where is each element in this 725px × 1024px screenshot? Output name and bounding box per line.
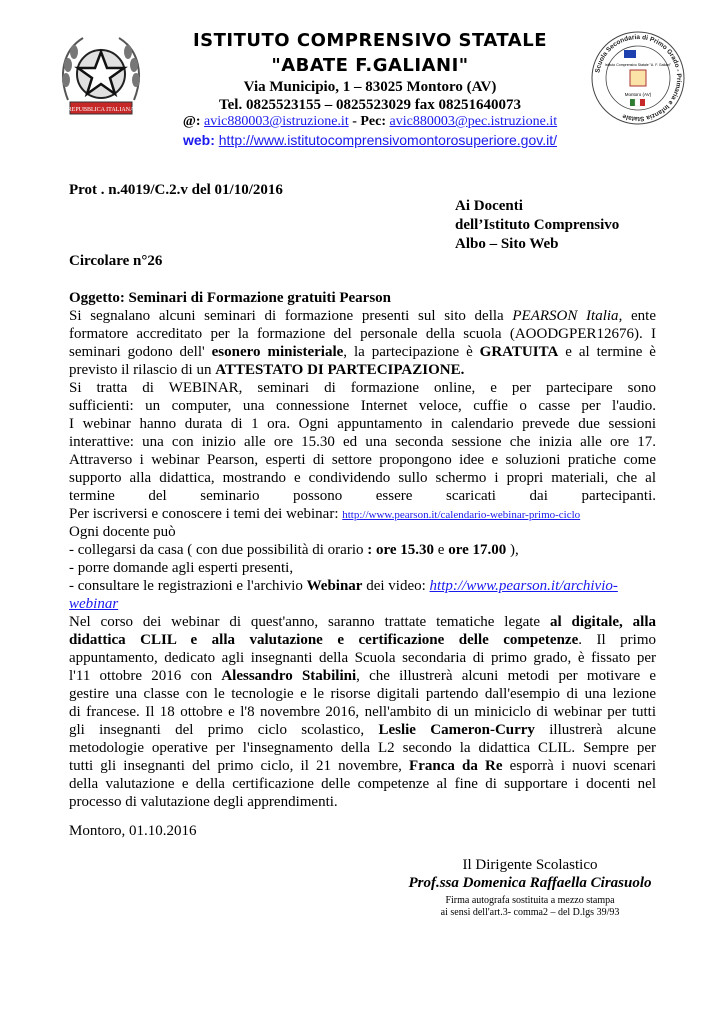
school-address: Via Municipio, 1 – 83025 Montoro (AV) — [243, 79, 497, 95]
seal-ring-text: Scuola Secondaria di Primo Grado - Primaria e Infanzia Statale — [594, 33, 683, 123]
body-line: I webinar hanno durata di 1 ora. Ogni appuntamento in calendario prevede due sessioni — [69, 416, 656, 432]
each-teacher-line: Ogni docente può — [69, 524, 176, 540]
body-line: seminari godono dell' esonero ministeriale, la partecipazione è GRATUITA e al termine è — [69, 344, 656, 360]
body-line: sufficienti: un computer, una connessione Internet veloce, cuffie o casse per l'audio. — [69, 398, 656, 414]
pec-label: - Pec: — [352, 114, 387, 129]
calendar-link[interactable]: http://www.pearson.it/calendario-webinar-primo-ciclo — [342, 509, 581, 521]
subject-line: Oggetto: Seminari di Formazione gratuiti Pearson — [69, 290, 392, 306]
bullet-item: - collegarsi da casa ( con due possibilità di orario : ore 15.30 e ore 17.00 ), — [69, 542, 519, 558]
place-date: Montoro, 01.10.2016 — [69, 823, 197, 839]
body-line: previsto il rilascio di un ATTESTATO DI PARTECIPAZIONE. — [69, 362, 465, 378]
school-phones: Tel. 0825523155 – 0825523029 fax 08251640073 — [219, 97, 521, 113]
body-line: interattive: una con inizio alle ore 15.30 ed una seconda sessione che inizia alle ore 17. — [69, 434, 656, 450]
protocol-number: Prot . n.4019/C.2.v del 01/10/2016 — [69, 182, 283, 198]
school-contacts — [140, 114, 600, 130]
body-line: Nel corso dei webinar di quest'anno, saranno trattate tematiche legate al digitale, alla — [69, 614, 657, 630]
body-line: processo di valutazione degli apprendimenti. — [69, 794, 338, 810]
recipient-3: Albo – Sito Web — [455, 236, 559, 252]
emblem-text: REPUBBLICA ITALIANA — [67, 107, 135, 113]
email-link[interactable]: avic880003@istruzione.it — [204, 114, 349, 129]
seal-inner-text: Istituto Comprensivo Statale "A. F. Galiani" — [604, 63, 672, 67]
body-line: Attraverso i webinar Pearson, esperti di settore propongono idee e soluzioni pratiche come — [69, 452, 656, 468]
bullet-item: - consultare le registrazioni e l'archivio Webinar dei video: http://www.pearson.it/archivio- — [69, 578, 618, 594]
body-line: della valutazione e della certificazione delle competenze al fine di supportare i docenti nel — [69, 776, 656, 792]
recipient-2: dell’Istituto Comprensivo — [455, 217, 620, 233]
archive-link-tail[interactable]: webinar — [69, 596, 119, 612]
register-line: Per iscriversi e conoscere i temi dei webinar: http://www.pearson.it/calendario-webinar-primo-ciclo — [69, 506, 581, 522]
web-label: web: — [182, 132, 215, 148]
archive-link[interactable]: http://www.pearson.it/archivio- — [429, 578, 618, 594]
body-line: didattica CLIL e alla valutazione e certificazione delle competenze. Il primo — [69, 632, 656, 648]
body-line: Si tratta di WEBINAR, seminari di formazione online, e per partecipare sono — [69, 380, 656, 396]
seal-town-text: Montoro (AV) — [624, 92, 652, 97]
signature-name: Prof.ssa Domenica Raffaella Cirasuolo — [408, 875, 652, 891]
email-label: @: — [182, 114, 201, 129]
circular-number: Circolare n°26 — [69, 253, 163, 269]
body-line: gli insegnanti del primo ciclo scolastico, Leslie Cameron-Curry illustrerà alcune — [69, 722, 656, 738]
body-line: Si segnalano alcuni seminari di formazione presenti sul sito della PEARSON Italia, ente — [69, 308, 656, 324]
signature-note-1: Firma autografa sostituita a mezzo stampa — [445, 895, 615, 906]
republic-emblem-icon — [58, 30, 144, 120]
body-line: termine del seminario possono essere scaricati dai partecipanti. — [69, 488, 656, 504]
school-name: ISTITUTO COMPRENSIVO STATALE — [192, 30, 547, 51]
body-line: gestire una classe con le tecnologie e le risorse digitali partendo dall'esempio di una lezione — [69, 686, 656, 702]
bullet-item: - porre domande agli esperti presenti, — [69, 560, 294, 576]
signature-role: Il Dirigente Scolastico — [462, 857, 598, 873]
web-link[interactable]: http://www.istitutocomprensivomontorosuperiore.gov.it/ — [218, 132, 557, 148]
pec-link[interactable]: avic880003@pec.istruzione.it — [389, 114, 558, 129]
school-seal-icon — [590, 30, 686, 126]
school-website — [140, 132, 600, 148]
recipient-1: Ai Docenti — [455, 198, 523, 214]
archive-link-continued — [69, 595, 656, 613]
body-line: tutti gli insegnanti del primo ciclo, il 21 novembre, Franca da Re esporrà i nuovi scenari — [69, 758, 656, 774]
body-line: di francese. Il 18 ottobre e l'8 novembre 2016, nell'ambito di un miniciclo di webinar per tutti — [69, 704, 656, 720]
body-line: l'11 ottobre 2016 con Alessandro Stabilini, che illustrerà alcuni metodi per motivare e — [69, 668, 657, 684]
school-dedication: "ABATE F.GALIANI" — [271, 55, 469, 76]
body-line: formatore accreditato per la formazione del personale della scuola (AOODGPER12676). I — [69, 326, 656, 342]
signature-note-2: ai sensi dell'art.3- comma2 – del D.lgs 39/93 — [440, 907, 620, 918]
body-line: appuntamento, dedicato agli insegnanti della Scuola secondaria di primo grado, è fissato per — [69, 650, 656, 666]
body-line: metodologie operative per l'insegnamento della L2 secondo la didattica CLIL. Sempre per — [69, 740, 656, 756]
body-line: supporto alla didattica, mostrando e condividendo sullo schermo i propri materiali, che al — [69, 470, 656, 486]
